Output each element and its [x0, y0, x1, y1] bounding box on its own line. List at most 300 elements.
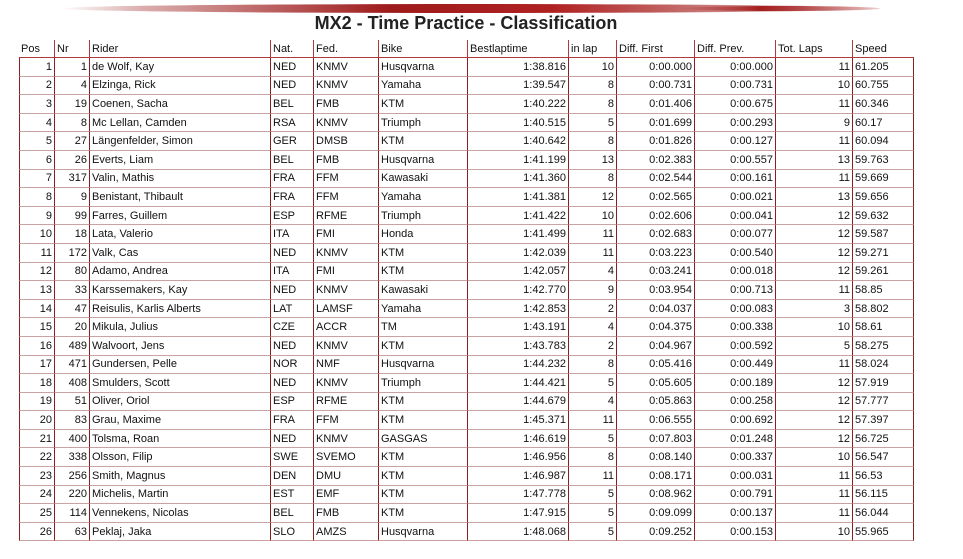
cell-nat: GER: [270, 132, 313, 151]
cell-fed: RFME: [313, 207, 378, 226]
cell-diff-prev: 0:00.077: [694, 225, 775, 244]
cell-diff-first: 0:02.383: [616, 151, 694, 170]
cell-speed: 60.346: [852, 95, 914, 114]
cell-diff-first: 0:02.565: [616, 188, 694, 207]
cell-speed: 56.53: [852, 467, 914, 486]
cell-in-lap: 11: [568, 244, 616, 263]
cell-bestlaptime: 1:47.778: [467, 486, 568, 505]
cell-fed: FMB: [313, 95, 378, 114]
cell-rider: Oliver, Oriol: [89, 393, 270, 412]
cell-nat: NED: [270, 281, 313, 300]
cell-pos: 24: [19, 486, 54, 505]
cell-in-lap: 5: [568, 504, 616, 523]
cell-bestlaptime: 1:40.642: [467, 132, 568, 151]
cell-diff-prev: 0:00.337: [694, 448, 775, 467]
cell-bestlaptime: 1:46.619: [467, 430, 568, 449]
cell-rider: Benistant, Thibault: [89, 188, 270, 207]
cell-diff-first: 0:04.375: [616, 318, 694, 337]
cell-in-lap: 5: [568, 486, 616, 505]
cell-pos: 26: [19, 523, 54, 542]
cell-nr: 489: [54, 337, 89, 356]
table-row: [19, 467, 914, 486]
table-row: [19, 393, 914, 412]
cell-diff-prev: 0:00.127: [694, 132, 775, 151]
cell-bestlaptime: 1:47.915: [467, 504, 568, 523]
cell-tot-laps: 12: [775, 411, 852, 430]
cell-diff-first: 0:05.605: [616, 374, 694, 393]
cell-speed: 55.965: [852, 523, 914, 542]
cell-rider: Reisulis, Karlis Alberts: [89, 300, 270, 319]
cell-diff-first: 0:00.731: [616, 77, 694, 96]
cell-bike: Kawasaki: [378, 170, 467, 189]
cell-diff-prev: 0:00.153: [694, 523, 775, 542]
cell-tot-laps: 12: [775, 207, 852, 226]
cell-diff-prev: 0:00.449: [694, 356, 775, 375]
cell-pos: 16: [19, 337, 54, 356]
cell-rider: Mc Lellan, Camden: [89, 114, 270, 133]
cell-in-lap: 4: [568, 263, 616, 282]
table-row: [19, 337, 914, 356]
cell-tot-laps: 11: [775, 467, 852, 486]
cell-in-lap: 8: [568, 77, 616, 96]
cell-nat: ITA: [270, 225, 313, 244]
table-row: [19, 58, 914, 77]
classification-table: [19, 40, 914, 541]
cell-bike: KTM: [378, 263, 467, 282]
cell-speed: 57.397: [852, 411, 914, 430]
cell-speed: 60.094: [852, 132, 914, 151]
cell-diff-first: 0:01.406: [616, 95, 694, 114]
cell-bestlaptime: 1:39.547: [467, 77, 568, 96]
cell-diff-first: 0:08.140: [616, 448, 694, 467]
cell-bestlaptime: 1:42.853: [467, 300, 568, 319]
table-row: [19, 430, 914, 449]
cell-bestlaptime: 1:41.360: [467, 170, 568, 189]
cell-nat: NED: [270, 244, 313, 263]
cell-in-lap: 10: [568, 58, 616, 77]
cell-bike: KTM: [378, 337, 467, 356]
cell-diff-prev: 0:00.258: [694, 393, 775, 412]
cell-speed: 59.669: [852, 170, 914, 189]
cell-nr: 4: [54, 77, 89, 96]
cell-diff-prev: 0:00.000: [694, 58, 775, 77]
cell-bike: Yamaha: [378, 77, 467, 96]
cell-bike: Husqvarna: [378, 58, 467, 77]
cell-speed: 59.763: [852, 151, 914, 170]
cell-nr: 172: [54, 244, 89, 263]
cell-fed: KNMV: [313, 374, 378, 393]
cell-tot-laps: 11: [775, 132, 852, 151]
cell-tot-laps: 11: [775, 170, 852, 189]
cell-speed: 59.271: [852, 244, 914, 263]
table-row: [19, 281, 914, 300]
cell-diff-first: 0:04.967: [616, 337, 694, 356]
cell-diff-first: 0:08.962: [616, 486, 694, 505]
cell-bike: KTM: [378, 411, 467, 430]
cell-nat: SLO: [270, 523, 313, 542]
cell-pos: 21: [19, 430, 54, 449]
cell-diff-first: 0:02.683: [616, 225, 694, 244]
cell-speed: 58.85: [852, 281, 914, 300]
cell-tot-laps: 11: [775, 486, 852, 505]
cell-rider: Karssemakers, Kay: [89, 281, 270, 300]
cell-bestlaptime: 1:45.371: [467, 411, 568, 430]
cell-speed: 59.587: [852, 225, 914, 244]
cell-tot-laps: 13: [775, 151, 852, 170]
cell-speed: 60.17: [852, 114, 914, 133]
cell-nat: NED: [270, 430, 313, 449]
cell-diff-first: 0:03.223: [616, 244, 694, 263]
table-row: [19, 77, 914, 96]
column-header-fed: Fed.: [313, 40, 378, 58]
cell-rider: Smulders, Scott: [89, 374, 270, 393]
cell-in-lap: 5: [568, 374, 616, 393]
cell-pos: 14: [19, 300, 54, 319]
cell-speed: 61.205: [852, 58, 914, 77]
table-row: [19, 114, 914, 133]
cell-bike: Yamaha: [378, 188, 467, 207]
cell-in-lap: 11: [568, 467, 616, 486]
cell-diff-prev: 0:00.731: [694, 77, 775, 96]
cell-diff-prev: 0:00.137: [694, 504, 775, 523]
cell-in-lap: 12: [568, 188, 616, 207]
cell-rider: de Wolf, Kay: [89, 58, 270, 77]
cell-rider: Michelis, Martin: [89, 486, 270, 505]
cell-fed: FMB: [313, 151, 378, 170]
cell-diff-prev: 0:00.791: [694, 486, 775, 505]
cell-bestlaptime: 1:41.499: [467, 225, 568, 244]
cell-nr: 63: [54, 523, 89, 542]
table-row: [19, 356, 914, 375]
decorative-brush-stroke-accent: [680, 6, 880, 11]
cell-tot-laps: 11: [775, 504, 852, 523]
cell-diff-prev: 0:00.713: [694, 281, 775, 300]
cell-tot-laps: 3: [775, 300, 852, 319]
cell-pos: 8: [19, 188, 54, 207]
cell-rider: Valin, Mathis: [89, 170, 270, 189]
cell-speed: 57.919: [852, 374, 914, 393]
cell-bestlaptime: 1:38.816: [467, 58, 568, 77]
cell-bike: KTM: [378, 504, 467, 523]
cell-rider: Peklaj, Jaka: [89, 523, 270, 542]
cell-nr: 400: [54, 430, 89, 449]
cell-bike: TM: [378, 318, 467, 337]
cell-fed: EMF: [313, 486, 378, 505]
cell-fed: KNMV: [313, 58, 378, 77]
cell-speed: 59.261: [852, 263, 914, 282]
cell-nat: FRA: [270, 170, 313, 189]
cell-nat: FRA: [270, 411, 313, 430]
cell-bestlaptime: 1:43.783: [467, 337, 568, 356]
cell-diff-prev: 0:00.018: [694, 263, 775, 282]
cell-speed: 56.044: [852, 504, 914, 523]
cell-diff-first: 0:00.000: [616, 58, 694, 77]
cell-bestlaptime: 1:41.199: [467, 151, 568, 170]
cell-nr: 338: [54, 448, 89, 467]
cell-diff-first: 0:08.171: [616, 467, 694, 486]
cell-nr: 408: [54, 374, 89, 393]
table-row: [19, 95, 914, 114]
cell-tot-laps: 12: [775, 430, 852, 449]
cell-bike: KTM: [378, 393, 467, 412]
cell-diff-prev: 0:00.293: [694, 114, 775, 133]
cell-bestlaptime: 1:42.057: [467, 263, 568, 282]
cell-nat: BEL: [270, 504, 313, 523]
cell-nat: ESP: [270, 207, 313, 226]
cell-bike: Honda: [378, 225, 467, 244]
column-header-pos: Pos: [19, 40, 54, 58]
cell-nat: NED: [270, 374, 313, 393]
cell-nat: LAT: [270, 300, 313, 319]
cell-bike: Husqvarna: [378, 356, 467, 375]
cell-nat: ESP: [270, 393, 313, 412]
cell-bestlaptime: 1:41.422: [467, 207, 568, 226]
cell-pos: 4: [19, 114, 54, 133]
cell-rider: Farres, Guillem: [89, 207, 270, 226]
cell-diff-prev: 0:01.248: [694, 430, 775, 449]
cell-pos: 10: [19, 225, 54, 244]
cell-diff-first: 0:09.099: [616, 504, 694, 523]
cell-pos: 17: [19, 356, 54, 375]
cell-fed: AMZS: [313, 523, 378, 542]
table-row: [19, 300, 914, 319]
table-row: [19, 263, 914, 282]
cell-rider: Tolsma, Roan: [89, 430, 270, 449]
cell-nr: 51: [54, 393, 89, 412]
cell-pos: 11: [19, 244, 54, 263]
cell-pos: 2: [19, 77, 54, 96]
cell-speed: 56.547: [852, 448, 914, 467]
cell-tot-laps: 11: [775, 356, 852, 375]
table-row: [19, 318, 914, 337]
cell-fed: DMSB: [313, 132, 378, 151]
cell-tot-laps: 12: [775, 244, 852, 263]
cell-in-lap: 10: [568, 207, 616, 226]
column-header-rider: Rider: [89, 40, 270, 58]
cell-bestlaptime: 1:44.232: [467, 356, 568, 375]
cell-bestlaptime: 1:42.770: [467, 281, 568, 300]
cell-fed: FMI: [313, 263, 378, 282]
cell-nat: FRA: [270, 188, 313, 207]
cell-fed: DMU: [313, 467, 378, 486]
cell-nr: 83: [54, 411, 89, 430]
cell-diff-first: 0:09.252: [616, 523, 694, 542]
cell-bike: KTM: [378, 448, 467, 467]
cell-rider: Lata, Valerio: [89, 225, 270, 244]
cell-bike: KTM: [378, 244, 467, 263]
cell-fed: KNMV: [313, 337, 378, 356]
cell-tot-laps: 12: [775, 225, 852, 244]
cell-bike: KTM: [378, 95, 467, 114]
table-header-row: [19, 40, 914, 58]
cell-bike: Triumph: [378, 114, 467, 133]
column-header-nat: Nat.: [270, 40, 313, 58]
cell-fed: KNMV: [313, 114, 378, 133]
cell-in-lap: 2: [568, 300, 616, 319]
cell-nr: 8: [54, 114, 89, 133]
cell-in-lap: 5: [568, 114, 616, 133]
cell-bestlaptime: 1:40.515: [467, 114, 568, 133]
cell-tot-laps: 12: [775, 393, 852, 412]
cell-speed: 56.725: [852, 430, 914, 449]
cell-diff-prev: 0:00.338: [694, 318, 775, 337]
cell-tot-laps: 11: [775, 281, 852, 300]
cell-nr: 317: [54, 170, 89, 189]
cell-diff-first: 0:05.863: [616, 393, 694, 412]
cell-bike: KTM: [378, 467, 467, 486]
table-row: [19, 151, 914, 170]
cell-nat: NOR: [270, 356, 313, 375]
cell-speed: 58.275: [852, 337, 914, 356]
column-header-bike: Bike: [378, 40, 467, 58]
cell-fed: ACCR: [313, 318, 378, 337]
table-row: [19, 170, 914, 189]
cell-nr: 33: [54, 281, 89, 300]
cell-speed: 58.61: [852, 318, 914, 337]
cell-tot-laps: 9: [775, 114, 852, 133]
cell-diff-first: 0:06.555: [616, 411, 694, 430]
cell-rider: Olsson, Filip: [89, 448, 270, 467]
cell-nr: 114: [54, 504, 89, 523]
cell-tot-laps: 12: [775, 374, 852, 393]
cell-nat: NED: [270, 77, 313, 96]
column-header-tot-laps: Tot. Laps: [775, 40, 852, 58]
cell-diff-prev: 0:00.592: [694, 337, 775, 356]
cell-in-lap: 4: [568, 318, 616, 337]
cell-fed: SVEMO: [313, 448, 378, 467]
cell-speed: 59.632: [852, 207, 914, 226]
cell-bestlaptime: 1:44.679: [467, 393, 568, 412]
cell-in-lap: 4: [568, 393, 616, 412]
cell-rider: Adamo, Andrea: [89, 263, 270, 282]
cell-nat: CZE: [270, 318, 313, 337]
cell-diff-prev: 0:00.557: [694, 151, 775, 170]
cell-pos: 9: [19, 207, 54, 226]
cell-bestlaptime: 1:46.956: [467, 448, 568, 467]
cell-nat: NED: [270, 337, 313, 356]
cell-fed: NMF: [313, 356, 378, 375]
cell-nat: EST: [270, 486, 313, 505]
table-row: [19, 207, 914, 226]
table-row: [19, 486, 914, 505]
table-row: [19, 448, 914, 467]
cell-nat: NED: [270, 58, 313, 77]
page-title: MX2 - Time Practice - Classification: [314, 13, 618, 33]
cell-diff-prev: 0:00.675: [694, 95, 775, 114]
cell-nr: 256: [54, 467, 89, 486]
cell-nat: RSA: [270, 114, 313, 133]
cell-nr: 20: [54, 318, 89, 337]
cell-diff-first: 0:05.416: [616, 356, 694, 375]
cell-bestlaptime: 1:40.222: [467, 95, 568, 114]
cell-rider: Everts, Liam: [89, 151, 270, 170]
cell-in-lap: 11: [568, 225, 616, 244]
cell-pos: 15: [19, 318, 54, 337]
cell-pos: 3: [19, 95, 54, 114]
cell-diff-prev: 0:00.189: [694, 374, 775, 393]
cell-diff-first: 0:03.954: [616, 281, 694, 300]
cell-diff-first: 0:01.826: [616, 132, 694, 151]
cell-fed: FFM: [313, 170, 378, 189]
cell-pos: 7: [19, 170, 54, 189]
cell-bestlaptime: 1:48.068: [467, 523, 568, 542]
cell-bike: Husqvarna: [378, 523, 467, 542]
cell-fed: FFM: [313, 188, 378, 207]
cell-bike: Triumph: [378, 374, 467, 393]
cell-tot-laps: 10: [775, 318, 852, 337]
cell-bike: Husqvarna: [378, 151, 467, 170]
cell-in-lap: 8: [568, 95, 616, 114]
cell-pos: 5: [19, 132, 54, 151]
cell-fed: FFM: [313, 411, 378, 430]
cell-speed: 59.656: [852, 188, 914, 207]
cell-diff-first: 0:03.241: [616, 263, 694, 282]
cell-tot-laps: 10: [775, 523, 852, 542]
cell-pos: 12: [19, 263, 54, 282]
cell-bestlaptime: 1:44.421: [467, 374, 568, 393]
cell-in-lap: 5: [568, 430, 616, 449]
cell-nr: 19: [54, 95, 89, 114]
cell-diff-prev: 0:00.021: [694, 188, 775, 207]
cell-fed: RFME: [313, 393, 378, 412]
cell-diff-first: 0:02.606: [616, 207, 694, 226]
cell-tot-laps: 11: [775, 95, 852, 114]
cell-rider: Coenen, Sacha: [89, 95, 270, 114]
cell-tot-laps: 11: [775, 58, 852, 77]
cell-diff-first: 0:07.803: [616, 430, 694, 449]
cell-bike: KTM: [378, 486, 467, 505]
column-header-bestlaptime: Bestlaptime: [467, 40, 568, 58]
table-row: [19, 411, 914, 430]
cell-nr: 80: [54, 263, 89, 282]
cell-nr: 471: [54, 356, 89, 375]
cell-nat: BEL: [270, 95, 313, 114]
cell-in-lap: 8: [568, 356, 616, 375]
cell-in-lap: 13: [568, 151, 616, 170]
cell-pos: 1: [19, 58, 54, 77]
cell-pos: 13: [19, 281, 54, 300]
cell-nat: ITA: [270, 263, 313, 282]
cell-rider: Walvoort, Jens: [89, 337, 270, 356]
cell-nr: 1: [54, 58, 89, 77]
table-row: [19, 188, 914, 207]
cell-diff-prev: 0:00.041: [694, 207, 775, 226]
cell-nr: 27: [54, 132, 89, 151]
cell-rider: Gundersen, Pelle: [89, 356, 270, 375]
cell-in-lap: 8: [568, 132, 616, 151]
cell-in-lap: 9: [568, 281, 616, 300]
table-row: [19, 504, 914, 523]
cell-rider: Smith, Magnus: [89, 467, 270, 486]
cell-speed: 56.115: [852, 486, 914, 505]
cell-bike: GASGAS: [378, 430, 467, 449]
cell-pos: 22: [19, 448, 54, 467]
cell-in-lap: 8: [568, 448, 616, 467]
column-header-diff-first: Diff. First: [616, 40, 694, 58]
cell-diff-prev: 0:00.031: [694, 467, 775, 486]
cell-tot-laps: 10: [775, 448, 852, 467]
cell-diff-first: 0:01.699: [616, 114, 694, 133]
cell-tot-laps: 12: [775, 263, 852, 282]
cell-bike: Kawasaki: [378, 281, 467, 300]
cell-diff-first: 0:02.544: [616, 170, 694, 189]
column-header-in-lap: in lap: [568, 40, 616, 58]
cell-fed: FMB: [313, 504, 378, 523]
cell-rider: Elzinga, Rick: [89, 77, 270, 96]
cell-nat: BEL: [270, 151, 313, 170]
cell-nr: 99: [54, 207, 89, 226]
cell-bestlaptime: 1:41.381: [467, 188, 568, 207]
